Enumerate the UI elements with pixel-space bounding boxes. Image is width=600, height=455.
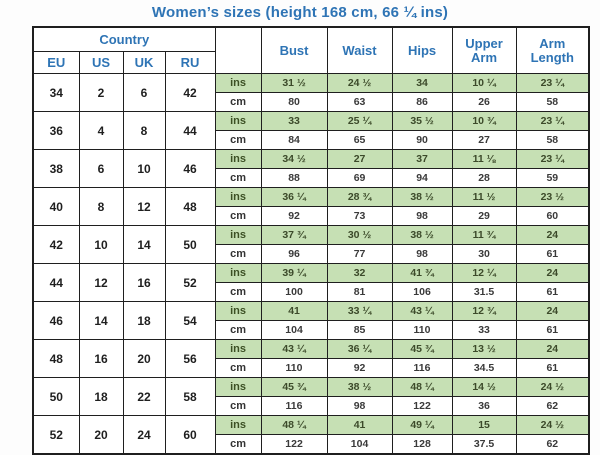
cm-value-cell: 62 (516, 435, 589, 455)
ins-value-cell: 24 ½ (327, 74, 392, 93)
cm-value-cell: 110 (392, 321, 452, 340)
size-ru-cell: 54 (165, 302, 215, 340)
unit-label-cm: cm (215, 397, 261, 416)
size-ru-cell: 42 (165, 74, 215, 112)
size-uk-cell: 18 (123, 302, 165, 340)
cm-value-cell: 116 (392, 359, 452, 378)
table-body (33, 74, 589, 455)
table-row-ins (33, 74, 589, 93)
cm-value-cell: 29 (452, 207, 516, 226)
table-row-ins (33, 188, 589, 207)
ins-value-cell: 11 ½ (452, 188, 516, 207)
ins-value-cell: 10 ¾ (452, 112, 516, 131)
ins-value-cell: 23 ¼ (516, 150, 589, 169)
unit-label-ins: ins (215, 378, 261, 397)
page-title: Women’s sizes (height 168 cm, 66 ¼ ins) (151, 4, 449, 21)
unit-label-cm: cm (215, 359, 261, 378)
cm-value-cell: 63 (327, 93, 392, 112)
unit-label-cm: cm (215, 169, 261, 188)
size-eu-cell: 38 (33, 150, 79, 188)
ins-value-cell: 12 ¾ (452, 302, 516, 321)
size-eu-cell: 36 (33, 112, 79, 150)
page (0, 4, 600, 455)
size-eu-cell: 46 (33, 302, 79, 340)
ins-value-cell: 24 (516, 226, 589, 245)
ins-value-cell: 11 ¾ (452, 226, 516, 245)
size-us-cell: 6 (79, 150, 123, 188)
ins-value-cell: 41 (327, 416, 392, 435)
size-us-cell: 12 (79, 264, 123, 302)
size-eu-cell: 50 (33, 378, 79, 416)
unit-label-ins: ins (215, 150, 261, 169)
ins-value-cell: 32 (327, 264, 392, 283)
size-uk-cell: 14 (123, 226, 165, 264)
cm-value-cell: 88 (261, 169, 327, 188)
ins-value-cell: 34 (392, 74, 452, 93)
ins-value-cell: 49 ¼ (392, 416, 452, 435)
size-eu-cell: 44 (33, 264, 79, 302)
col-header-upper-arm: Upper Arm (452, 27, 516, 74)
cm-value-cell: 59 (516, 169, 589, 188)
cm-value-cell: 27 (452, 131, 516, 150)
ins-value-cell: 41 (261, 302, 327, 321)
cm-value-cell: 96 (261, 245, 327, 264)
col-header-uk: UK (123, 52, 165, 74)
table-row-ins (33, 112, 589, 131)
ins-value-cell: 39 ¼ (261, 264, 327, 283)
size-ru-cell: 56 (165, 340, 215, 378)
size-uk-cell: 10 (123, 150, 165, 188)
country-group-header: Country (33, 27, 215, 52)
unit-label-ins: ins (215, 74, 261, 93)
cm-value-cell: 84 (261, 131, 327, 150)
cm-value-cell: 26 (452, 93, 516, 112)
cm-value-cell: 31.5 (452, 283, 516, 302)
cm-value-cell: 36 (452, 397, 516, 416)
table-header (33, 27, 589, 74)
size-us-cell: 14 (79, 302, 123, 340)
unit-column-header (215, 27, 261, 74)
ins-value-cell: 35 ½ (392, 112, 452, 131)
cm-value-cell: 90 (392, 131, 452, 150)
unit-label-ins: ins (215, 188, 261, 207)
cm-value-cell: 58 (516, 93, 589, 112)
ins-value-cell: 30 ½ (327, 226, 392, 245)
cm-value-cell: 110 (261, 359, 327, 378)
cm-value-cell: 100 (261, 283, 327, 302)
size-uk-cell: 12 (123, 188, 165, 226)
table-row-ins (33, 302, 589, 321)
cm-value-cell: 106 (392, 283, 452, 302)
ins-value-cell: 24 ½ (516, 416, 589, 435)
cm-value-cell: 86 (392, 93, 452, 112)
ins-value-cell: 13 ½ (452, 340, 516, 359)
size-ru-cell: 60 (165, 416, 215, 455)
cm-value-cell: 60 (516, 207, 589, 226)
cm-value-cell: 77 (327, 245, 392, 264)
unit-label-cm: cm (215, 283, 261, 302)
size-uk-cell: 24 (123, 416, 165, 455)
col-header-ru: RU (165, 52, 215, 74)
cm-value-cell: 122 (392, 397, 452, 416)
ins-value-cell: 33 ¼ (327, 302, 392, 321)
ins-value-cell: 28 ¾ (327, 188, 392, 207)
size-ru-cell: 48 (165, 188, 215, 226)
ins-value-cell: 38 ½ (327, 378, 392, 397)
size-eu-cell: 40 (33, 188, 79, 226)
size-us-cell: 16 (79, 340, 123, 378)
size-uk-cell: 20 (123, 340, 165, 378)
cm-value-cell: 61 (516, 245, 589, 264)
ins-value-cell: 15 (452, 416, 516, 435)
cm-value-cell: 33 (452, 321, 516, 340)
col-header-hips: Hips (392, 27, 452, 74)
unit-label-ins: ins (215, 340, 261, 359)
ins-value-cell: 24 (516, 302, 589, 321)
ins-value-cell: 43 ¼ (261, 340, 327, 359)
size-uk-cell: 6 (123, 74, 165, 112)
size-ru-cell: 52 (165, 264, 215, 302)
ins-value-cell: 14 ½ (452, 378, 516, 397)
sizes-table (32, 26, 590, 455)
cm-value-cell: 128 (392, 435, 452, 455)
ins-value-cell: 12 ¼ (452, 264, 516, 283)
size-eu-cell: 48 (33, 340, 79, 378)
size-us-cell: 18 (79, 378, 123, 416)
cm-value-cell: 104 (261, 321, 327, 340)
unit-label-cm: cm (215, 131, 261, 150)
cm-value-cell: 80 (261, 93, 327, 112)
size-us-cell: 2 (79, 74, 123, 112)
ins-value-cell: 43 ¼ (392, 302, 452, 321)
ins-value-cell: 24 (516, 264, 589, 283)
cm-value-cell: 61 (516, 321, 589, 340)
size-ru-cell: 46 (165, 150, 215, 188)
ins-value-cell: 48 ¼ (261, 416, 327, 435)
ins-value-cell: 27 (327, 150, 392, 169)
cm-value-cell: 98 (327, 397, 392, 416)
cm-value-cell: 28 (452, 169, 516, 188)
unit-label-cm: cm (215, 93, 261, 112)
ins-value-cell: 36 ¼ (327, 340, 392, 359)
cm-value-cell: 98 (392, 207, 452, 226)
cm-value-cell: 73 (327, 207, 392, 226)
ins-value-cell: 38 ½ (392, 226, 452, 245)
ins-value-cell: 45 ¾ (392, 340, 452, 359)
table-row-ins (33, 340, 589, 359)
ins-value-cell: 23 ¼ (516, 74, 589, 93)
col-header-eu: EU (33, 52, 79, 74)
size-ru-cell: 44 (165, 112, 215, 150)
unit-label-cm: cm (215, 435, 261, 455)
cm-value-cell: 61 (516, 283, 589, 302)
table-row-ins (33, 378, 589, 397)
size-us-cell: 10 (79, 226, 123, 264)
table-row-ins (33, 150, 589, 169)
ins-value-cell: 31 ½ (261, 74, 327, 93)
ins-value-cell: 11 ⅛ (452, 150, 516, 169)
table-row-ins (33, 264, 589, 283)
cm-value-cell: 85 (327, 321, 392, 340)
ins-value-cell: 24 ½ (516, 378, 589, 397)
cm-value-cell: 69 (327, 169, 392, 188)
col-header-us: US (79, 52, 123, 74)
ins-value-cell: 10 ¼ (452, 74, 516, 93)
size-ru-cell: 50 (165, 226, 215, 264)
ins-value-cell: 34 ½ (261, 150, 327, 169)
ins-value-cell: 41 ¾ (392, 264, 452, 283)
table-row-ins (33, 416, 589, 435)
unit-label-ins: ins (215, 226, 261, 245)
cm-value-cell: 37.5 (452, 435, 516, 455)
ins-value-cell: 37 (392, 150, 452, 169)
col-header-arm-length: Arm Length (516, 27, 589, 74)
size-ru-cell: 58 (165, 378, 215, 416)
ins-value-cell: 25 ¼ (327, 112, 392, 131)
unit-label-cm: cm (215, 207, 261, 226)
size-us-cell: 4 (79, 112, 123, 150)
ins-value-cell: 48 ¼ (392, 378, 452, 397)
cm-value-cell: 104 (327, 435, 392, 455)
cm-value-cell: 81 (327, 283, 392, 302)
ins-value-cell: 36 ¼ (261, 188, 327, 207)
cm-value-cell: 98 (392, 245, 452, 264)
col-header-waist: Waist (327, 27, 392, 74)
cm-value-cell: 65 (327, 131, 392, 150)
size-uk-cell: 16 (123, 264, 165, 302)
size-us-cell: 20 (79, 416, 123, 455)
unit-label-ins: ins (215, 416, 261, 435)
ins-value-cell: 24 (516, 340, 589, 359)
unit-label-ins: ins (215, 302, 261, 321)
col-header-bust: Bust (261, 27, 327, 74)
cm-value-cell: 122 (261, 435, 327, 455)
cm-value-cell: 94 (392, 169, 452, 188)
cm-value-cell: 92 (327, 359, 392, 378)
ins-value-cell: 23 ½ (516, 188, 589, 207)
size-eu-cell: 34 (33, 74, 79, 112)
cm-value-cell: 34.5 (452, 359, 516, 378)
unit-label-cm: cm (215, 245, 261, 264)
cm-value-cell: 92 (261, 207, 327, 226)
unit-label-ins: ins (215, 264, 261, 283)
size-us-cell: 8 (79, 188, 123, 226)
unit-label-ins: ins (215, 112, 261, 131)
ins-value-cell: 37 ¾ (261, 226, 327, 245)
ins-value-cell: 45 ¾ (261, 378, 327, 397)
table-row-ins (33, 226, 589, 245)
size-uk-cell: 22 (123, 378, 165, 416)
cm-value-cell: 116 (261, 397, 327, 416)
size-eu-cell: 42 (33, 226, 79, 264)
cm-value-cell: 62 (516, 397, 589, 416)
ins-value-cell: 33 (261, 112, 327, 131)
size-uk-cell: 8 (123, 112, 165, 150)
unit-label-cm: cm (215, 321, 261, 340)
cm-value-cell: 58 (516, 131, 589, 150)
ins-value-cell: 23 ¼ (516, 112, 589, 131)
size-eu-cell: 52 (33, 416, 79, 455)
cm-value-cell: 30 (452, 245, 516, 264)
cm-value-cell: 61 (516, 359, 589, 378)
ins-value-cell: 38 ½ (392, 188, 452, 207)
